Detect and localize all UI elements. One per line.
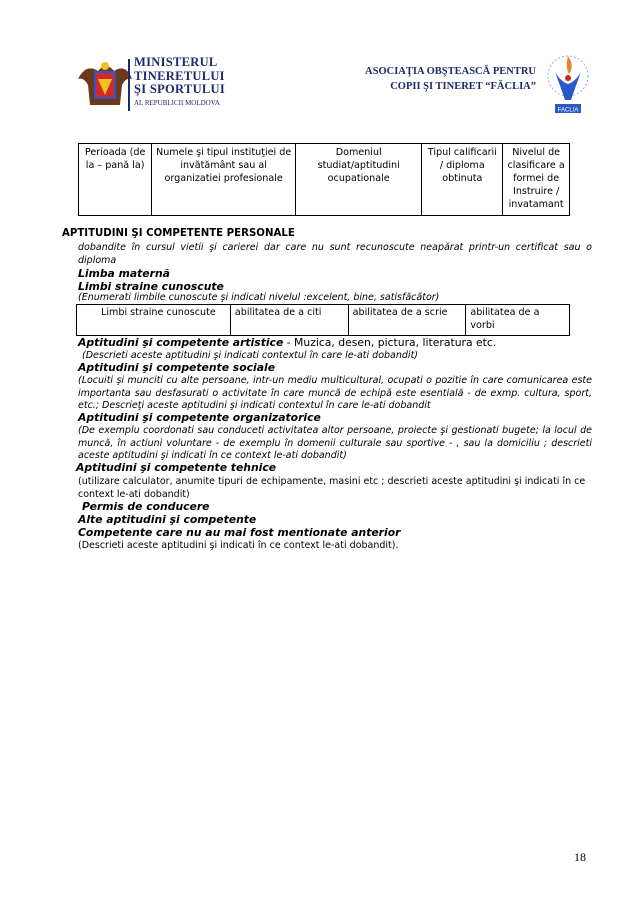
table-row [79, 144, 570, 216]
ministry-subtitle: AL REPUBLICII MOLDOVA [134, 98, 220, 107]
org-title: Aptitudini şi competente organizatorice [78, 411, 321, 424]
final-note: (Descrieti aceste aptitudini şi indicati în ce context le-ati dobandit). [78, 540, 399, 551]
mother-tongue-label: Limba maternă [78, 267, 170, 280]
artistic-title: Aptitudini şi competente artistice [78, 336, 284, 349]
languages-table [76, 304, 570, 336]
tech-note: (utilizare calculator, anumite tipuri de echipamente, masini etc ; descrieti aceste aptitudini şi indicati în ce context le-ati dobandit) [78, 476, 586, 500]
other-skills-label: Alte aptitudini şi competente [78, 513, 257, 526]
social-note: (Locuiti şi munciti cu alte persoane, intr-un mediu multicultural, ocupati o pozitie în care comunicarea este importanta sau desfasurati o activitate în care muncă de echipă este esentială - de exmp. cultura, sport, etc.; Descrieţi aceste aptitudini şi indicati contextul în care le-ati dobandit [78, 375, 592, 412]
driving-license-label: Permis de conducere [82, 500, 210, 513]
facla-torch-logo-icon [545, 48, 591, 116]
column-institution: Numele şi tipul instituţiei de invătământ sau al organizatiei profesionale [152, 144, 296, 216]
artistic-value: - Muzica, desen, pictura, literatura etc. [283, 336, 497, 349]
social-title: Aptitudini şi competente sociale [78, 361, 276, 374]
unmentioned-skills-label: Competente care nu au mai fost mentionate anterior [78, 526, 401, 539]
intro-text: dobandite în cursul vietii şi carierei dar care nu sunt recunoscute neapărat printr-un certificat sau o diploma [78, 242, 592, 266]
lang-col-read: abilitatea de a citi [230, 305, 348, 336]
ministry-line: ŞI SPORTULUI [134, 82, 226, 96]
ministry-line: TINERETULUI [134, 68, 225, 83]
section-heading: APTITUDINI ŞI COMPETENTE PERSONALE [62, 228, 295, 239]
association-name [320, 64, 536, 94]
tech-title: Aptitudini şi competente tehnice [76, 461, 277, 474]
column-field: Domeniul studiat/aptitudini ocupationale [295, 144, 421, 216]
page-number: 18 [574, 850, 586, 864]
ministry-name [134, 56, 225, 108]
lang-col-speak: abilitatea de a vorbi [466, 305, 570, 336]
lang-col-languages: Limbi straine cunoscute [77, 305, 231, 336]
association-line: ASOCIAŢIA OBŞTEASCĂ PENTRU [365, 66, 536, 77]
facla-logo-text: FACLIA [557, 107, 579, 114]
artistic-line [78, 337, 592, 350]
ministry-line: MINISTERUL [134, 55, 218, 69]
artistic-note: (Descrieti aceste aptitudini şi indicati contextul în care le-ati dobandit) [82, 350, 419, 361]
table-row [77, 305, 570, 336]
column-level: Nivelul de clasificare a formei de Instruire / invatamant [503, 144, 570, 216]
org-note: (De exemplu coordonati sau conduceti activitatea altor persoane, proiecte şi gestionati bugete; la locul de muncă, în actiuni voluntare - de exemplu în domenii culturale sau sportive - , sau la domiciliu ; descrieti aceste aptitudini şi indicati în ce context le-ati dobandit) [78, 425, 592, 462]
lang-col-write: abilitatea de a scrie [348, 305, 466, 336]
languages-note: (Enumerati limbile cunoscute şi indicati nivelul :excelent, bine, satisfăcător) [78, 292, 440, 303]
education-table [78, 143, 570, 216]
column-qualification: Tipul calificarii / diploma obtinuta [422, 144, 503, 216]
foreign-languages-label: Limbi straine cunoscute [78, 280, 224, 293]
association-line: COPII ŞI TINERET “FĂCLIA” [390, 81, 536, 92]
column-period: Perioada (de la – pană la) [79, 144, 152, 216]
